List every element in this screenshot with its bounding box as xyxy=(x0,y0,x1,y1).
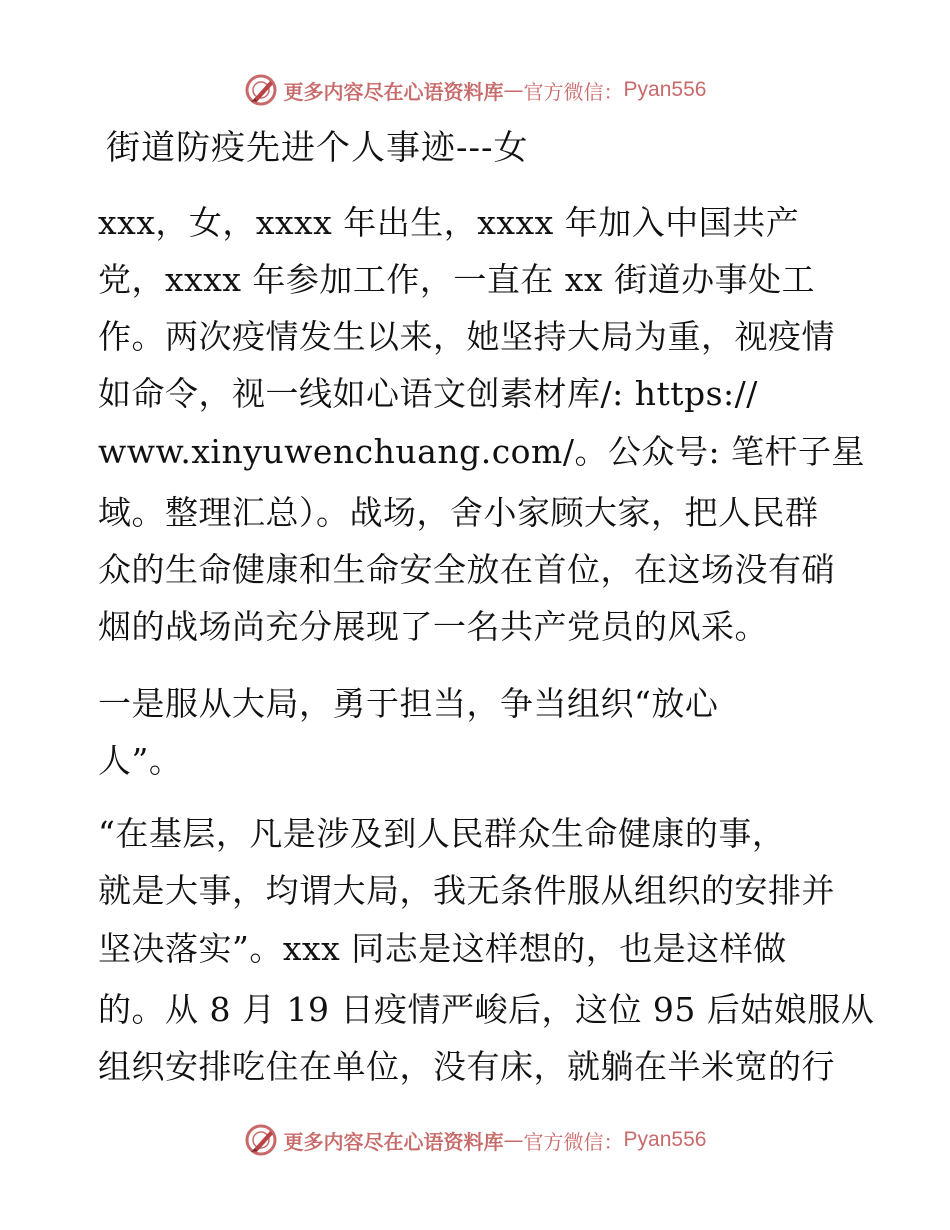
banner-wechat-label: 官方微信： xyxy=(523,1129,624,1154)
banner-dash: — xyxy=(503,78,524,102)
banner-wechat-label: 官方微信： xyxy=(523,79,624,104)
body-line-9: “在基层，凡是涉及到人民群众生命健康的事， xyxy=(98,814,786,853)
body-line-12: 的。从 8 月 19 日疫情严峻后，这位 95 后姑娘服从 xyxy=(98,990,875,1029)
body-line-10: 就是大事，均谓大局，我无条件服从组织的安排并 xyxy=(98,871,835,910)
banner-text: 更多内容尽在心语资料库 xyxy=(283,79,504,104)
body-line-4: 如命令，视一线如心语文创素材库/: https:// xyxy=(98,374,758,413)
body-line-2: 党，xxxx 年参加工作，一直在 xx 街道办事处工 xyxy=(98,260,816,299)
brush-logo-icon xyxy=(244,73,278,107)
header-watermark-banner xyxy=(0,70,950,110)
body-line-13: 组织安排吃住在单位，没有床，就躺在半米宽的行 xyxy=(98,1047,835,1086)
body-line-8: 烟的战场尚充分展现了一名共产党员的风采。 xyxy=(98,607,768,646)
body-line-5: www.xinyuwenchuang.com/。公众号: 笔杆子星 xyxy=(98,432,866,471)
banner-wechat-id: Pyan556 xyxy=(623,78,707,101)
body-line-11: 坚决落实”。xxx 同志是这样想的，也是这样做 xyxy=(98,929,787,968)
footer-watermark-banner xyxy=(0,1120,950,1160)
banner-text: 更多内容尽在心语资料库 xyxy=(283,1129,504,1154)
body-line-1: xxx，女，xxxx 年出生，xxxx 年加入中国共产 xyxy=(98,203,800,242)
body-line-6: 域。整理汇总）。战场，舍小家顾大家，把人民群 xyxy=(98,493,819,532)
document-title: 街道防疫先进个人事迹---女 xyxy=(106,128,529,168)
subheading-line-1: 一是服从大局，勇于担当，争当组织“放心 xyxy=(98,684,719,723)
banner-dash: — xyxy=(503,1128,524,1152)
body-line-3: 作。两次疫情发生以来，她坚持大局为重，视疫情 xyxy=(98,317,835,356)
subheading-line-2: 人”。 xyxy=(98,741,183,780)
brush-logo-icon xyxy=(244,1123,278,1157)
body-line-7: 众的生命健康和生命安全放在首位，在这场没有硝 xyxy=(98,550,835,589)
banner-wechat-id: Pyan556 xyxy=(623,1128,707,1151)
